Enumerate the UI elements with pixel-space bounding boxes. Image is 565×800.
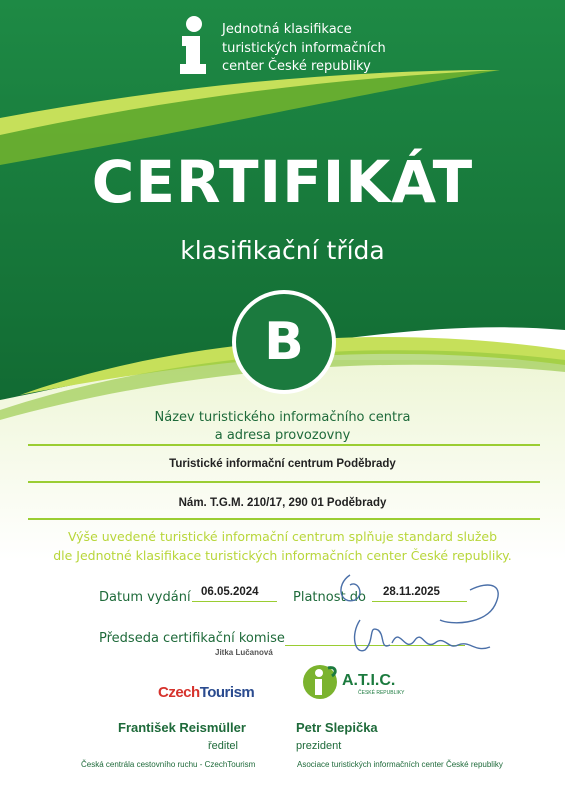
- header-line-3: center České republiky: [222, 59, 371, 74]
- center-address: Nám. T.G.M. 210/17, 290 01 Poděbrady: [178, 497, 387, 509]
- validity-value: 28.11.2025: [383, 586, 440, 598]
- header-text: [222, 21, 386, 77]
- committee-label: Předseda certifikační komise: [99, 631, 285, 646]
- compliance-statement: [0, 527, 565, 565]
- center-label: [0, 409, 565, 445]
- atic-logo-title: A.T.I.C.: [342, 672, 396, 689]
- certificate-title: CERTIFIKÁT: [91, 148, 474, 216]
- signatory-2-org: Asociace turistických informačních center České republiky: [297, 760, 503, 769]
- certificate-subtitle: klasifikační třída: [180, 236, 385, 265]
- grade-letter: B: [264, 312, 304, 372]
- validity-label: Platnost do: [293, 590, 366, 605]
- statement-line-1: Výše uvedené turistické informační centrum splňuje standard služeb: [67, 529, 498, 544]
- atic-logo-icon: [300, 662, 340, 702]
- handwritten-signature: [330, 565, 510, 665]
- center-label-line-2: a adresa provozovny: [214, 428, 351, 443]
- divider: [28, 481, 540, 483]
- divider: [192, 601, 277, 602]
- grade-badge: [232, 290, 336, 394]
- info-i-icon: [178, 16, 210, 74]
- divider: [28, 444, 540, 446]
- divider: [28, 518, 540, 520]
- signatory-1-role: ředitel: [208, 740, 238, 752]
- czechtourism-logo-part2: Tourism: [199, 684, 255, 701]
- center-label-line-1: Název turistického informačního centra: [154, 410, 411, 425]
- signatory-2-name: Petr Slepička: [296, 720, 378, 735]
- atic-logo-subtitle: ČESKÉ REPUBLIKY: [358, 690, 405, 696]
- czechtourism-logo-part1: Czech: [158, 684, 200, 701]
- header-line-2: turistických informačních: [222, 40, 386, 56]
- signatory-2-role: prezident: [296, 740, 342, 752]
- signatory-1-org: Česká centrála cestovního ruchu - CzechTourism: [81, 760, 256, 769]
- header-line-1: Jednotná klasifikace: [222, 22, 352, 37]
- committee-name: Jitka Lučanová: [215, 648, 273, 657]
- signatory-1-name: František Reismüller: [118, 720, 246, 735]
- issue-date-label: Datum vydání: [99, 590, 191, 605]
- issue-date-value: 06.05.2024: [201, 586, 259, 598]
- czechtourism-logo: [158, 684, 254, 701]
- statement-line-2: dle Jednotné klasifikace turistických informačních center České republiky.: [53, 548, 512, 563]
- center-name: Turistické informační centrum Poděbrady: [169, 458, 396, 470]
